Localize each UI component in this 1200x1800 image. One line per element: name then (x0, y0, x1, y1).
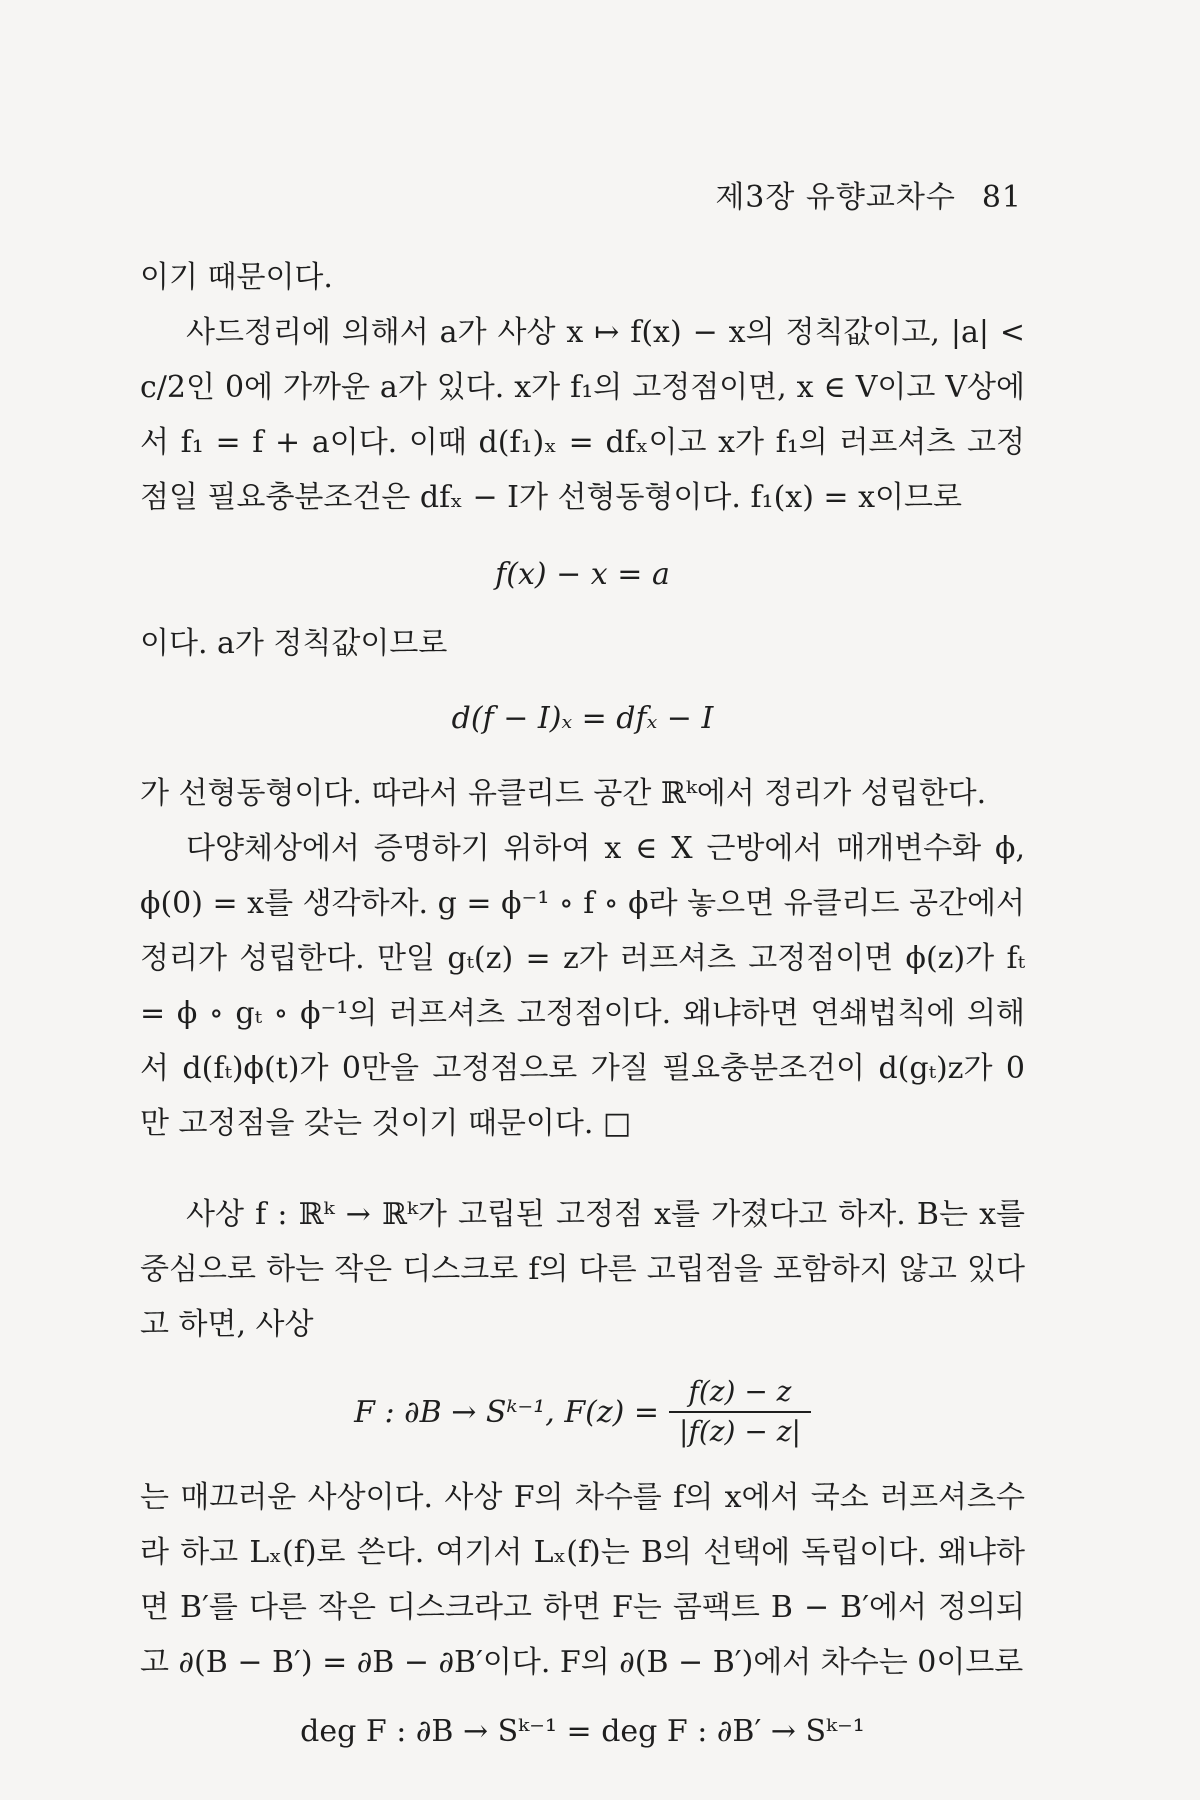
page-number: 81 (981, 180, 1022, 215)
paragraph-manifold-proof: 다양체상에서 증명하기 위하여 x ∈ X 근방에서 매개변수화 ϕ, ϕ(0) = x를 생각하자. g = ϕ⁻¹ ∘ f ∘ ϕ라 놓으면 유클리드 공간에서 정리가 성립한다. 만일 gₜ(z) = z가 러프셔츠 고정점이면 ϕ(z)가 fₜ = ϕ ∘ gₜ ∘ ϕ⁻¹의 러프셔츠 고정점이다. 왜냐하면 연쇄법칙에 의해서 d(fₜ)ϕ(t)가 0만을 고정점으로 가질 필요충분조건이 d(gₜ)z가 0만 고정점을 갖는 것이기 때문이다. □ (140, 831, 1025, 1141)
paragraph-sard-theorem: 사드정리에 의해서 a가 사상 x ↦ f(x) − x의 정칙값이고, |a| < c/2인 0에 가까운 a가 있다. x가 f₁의 고정점이면, x ∈ V이고 V상에서 f₁ = f + a이다. 이때 d(f₁)ₓ = dfₓ이고 x가 f₁의 러프셔츠 고정점일 필요충분조건은 dfₓ − I가 선형동형이다. f₁(x) = x이므로 (140, 315, 1025, 515)
paragraph-regular-value: 이다. a가 정칙값이므로 (140, 626, 448, 661)
page-body (140, 250, 1025, 1759)
chapter-title: 제3장 유향교차수 (715, 180, 956, 215)
fraction-denominator: |f(z) − z| (669, 1411, 811, 1451)
equation-fixed-point: f(x) − x = a (495, 557, 670, 592)
paragraph-euclidean: 가 선형동형이다. 따라서 유클리드 공간 ℝᵏ에서 정리가 성립한다. (140, 776, 987, 811)
fraction-numerator: f(z) − z (688, 1375, 792, 1408)
fraction (669, 1373, 811, 1451)
running-header (715, 172, 1022, 216)
paragraph-local-lefschetz: 는 매끄러운 사상이다. 사상 F의 차수를 f의 x에서 국소 러프셔츠수라 하고 Lₓ(f)로 쓴다. 여기서 Lₓ(f)는 B의 선택에 독립이다. 왜냐하면 B′를 다른 작은 디스크라고 하면 F는 콤팩트 B − B′에서 정의되고 ∂(B − B′) = ∂B − ∂B′이다. F의 ∂(B − B′)에서 차수는 0이므로 (140, 1480, 1025, 1680)
equation-map-F-left: F : ∂B → Sᵏ⁻¹, F(z) = (354, 1394, 660, 1430)
text-line: 이기 때문이다. (140, 260, 333, 295)
equation-degree: deg F : ∂B → Sᵏ⁻¹ = deg F : ∂B′ → Sᵏ⁻¹ (300, 1714, 865, 1749)
section-gap (140, 1151, 1025, 1187)
paragraph-isolated-fixed-point: 사상 f : ℝᵏ → ℝᵏ가 고립된 고정점 x를 가졌다고 하자. B는 x를 중심으로 하는 작은 디스크로 f의 다른 고립점을 포함하지 않고 있다고 하면, 사상 (140, 1197, 1025, 1342)
equation-map-F (140, 1362, 1025, 1462)
equation-differential: d(f − I)ₓ = dfₓ − I (451, 701, 714, 736)
